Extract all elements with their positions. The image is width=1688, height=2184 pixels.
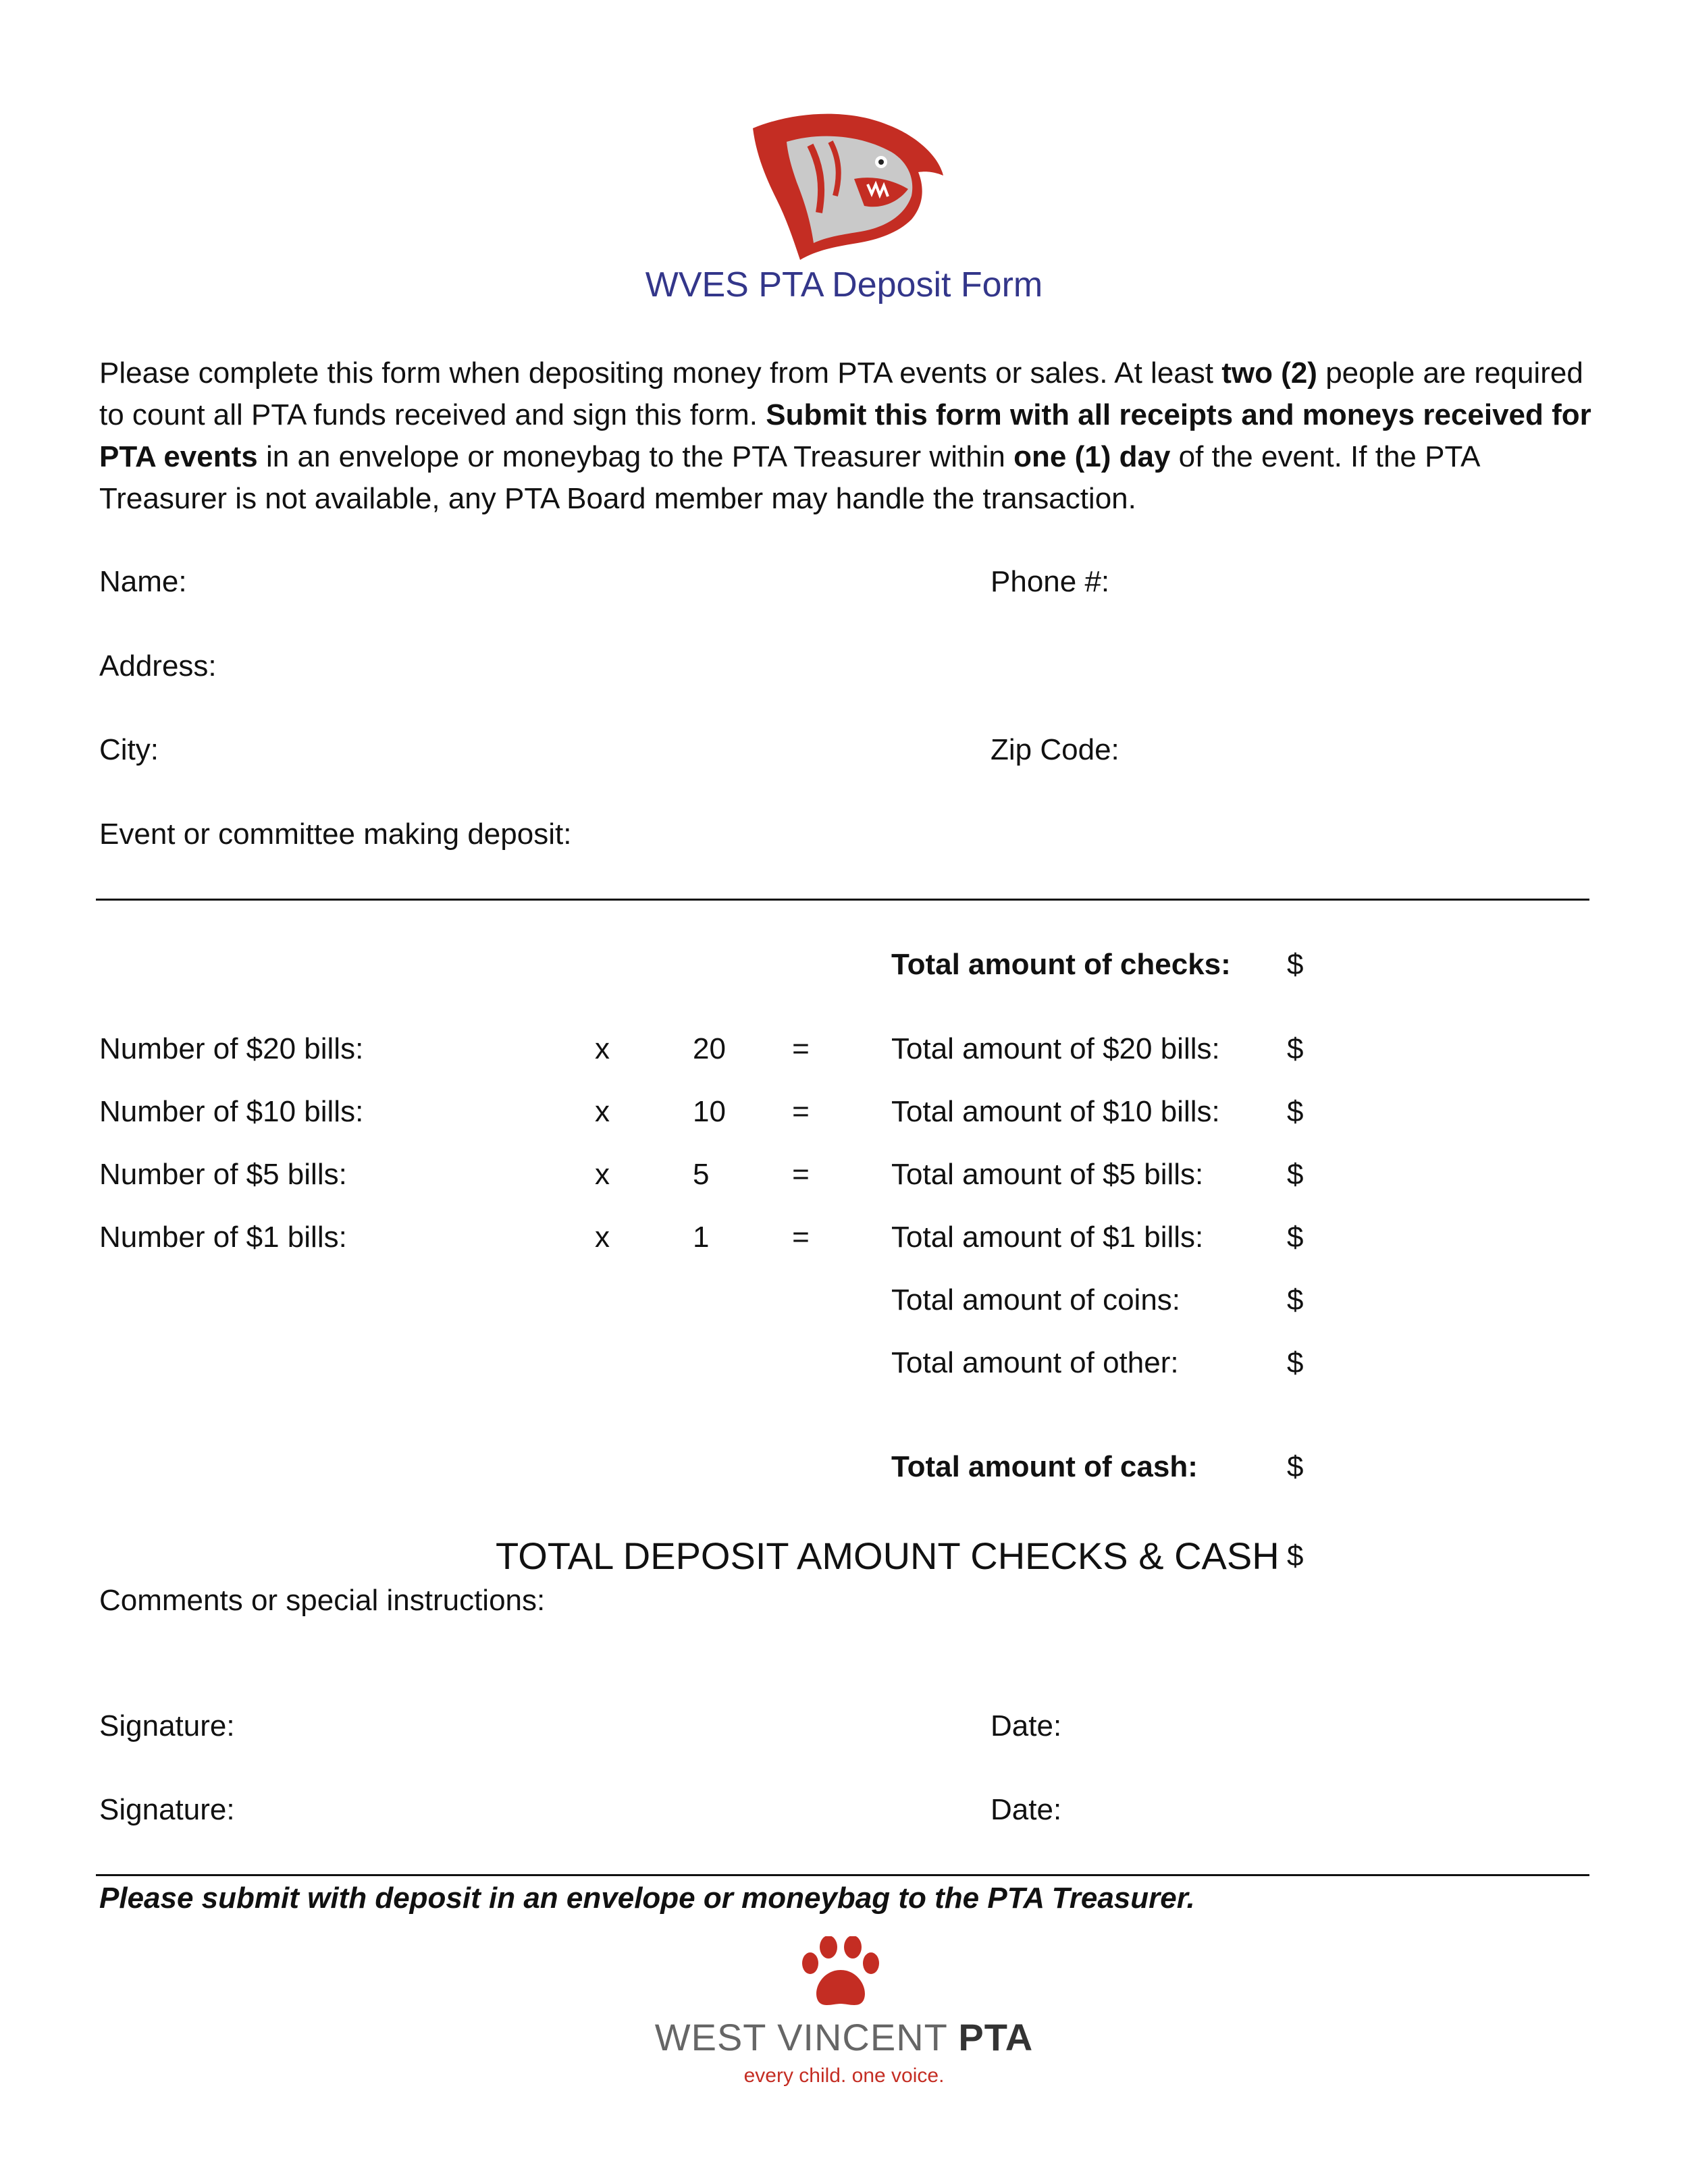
comments-field[interactable]: Comments or special instructions: [99, 1584, 546, 1617]
cash-total-field[interactable]: $ [1287, 1450, 1304, 1483]
grand-total-field[interactable]: $ [1287, 1539, 1304, 1572]
name-field[interactable]: Name: [99, 565, 187, 598]
brand-name-bold: PTA [958, 2016, 1034, 2058]
total-5-field[interactable]: $ [1287, 1158, 1304, 1191]
multiplier-10: 10 [693, 1095, 726, 1128]
equals-sign: = [792, 1095, 810, 1128]
times-sign: x [595, 1095, 610, 1128]
equals-sign: = [792, 1158, 810, 1191]
total-20-label: Total amount of $20 bills: [891, 1032, 1220, 1065]
total-10-label: Total amount of $10 bills: [891, 1095, 1220, 1128]
zip-field[interactable]: Zip Code: [991, 733, 1119, 766]
count-20-field[interactable]: Number of $20 bills: [99, 1032, 364, 1065]
phone-field[interactable]: Phone #: [991, 565, 1110, 598]
paw-print-icon [800, 1936, 881, 2010]
intro-text: Please complete this form when depositing money from PTA events or sales. At least [99, 356, 1222, 390]
checks-total-field[interactable]: $ [1287, 948, 1304, 981]
signature-field-2[interactable]: Signature: [99, 1793, 235, 1826]
intro-text: of the event. If the PTA Treasurer is not available, any PTA Board member may handle the transaction. [99, 440, 1479, 515]
event-field[interactable]: Event or committee making deposit: [99, 818, 572, 851]
multiplier-20: 20 [693, 1032, 726, 1065]
equals-sign: = [792, 1221, 810, 1254]
intro-paragraph [99, 352, 1612, 520]
brand-name [0, 2015, 1688, 2059]
submit-note: Please submit with deposit in an envelope or moneybag to the PTA Treasurer. [99, 1882, 1195, 1915]
intro-emphasis: two (2) [1221, 356, 1317, 390]
signature-field-1[interactable]: Signature: [99, 1709, 235, 1742]
total-20-field[interactable]: $ [1287, 1032, 1304, 1065]
page-title: WVES PTA Deposit Form [645, 265, 1043, 304]
other-total-field[interactable]: $ [1287, 1346, 1304, 1379]
brand-tagline: every child. one voice. [743, 2065, 945, 2087]
city-field[interactable]: City: [99, 733, 159, 766]
times-sign: x [595, 1221, 610, 1254]
date-field-1[interactable]: Date: [991, 1709, 1062, 1742]
brand-name-light: WEST VINCENT [654, 2016, 959, 2058]
times-sign: x [595, 1032, 610, 1065]
intro-emphasis: Submit this form with all receipts and moneys received for PTA events [99, 398, 1591, 473]
intro-text: in an envelope or moneybag to the PTA Treasurer within [257, 440, 1014, 473]
wildcat-mascot-icon [746, 105, 949, 260]
multiplier-1: 1 [693, 1221, 710, 1254]
cash-total-label: Total amount of cash: [891, 1450, 1198, 1483]
grand-total-label: TOTAL DEPOSIT AMOUNT CHECKS & CASH [496, 1535, 1280, 1577]
count-5-field[interactable]: Number of $5 bills: [99, 1158, 347, 1191]
equals-sign: = [792, 1032, 810, 1065]
total-10-field[interactable]: $ [1287, 1095, 1304, 1128]
footer-divider [96, 1874, 1589, 1876]
date-field-2[interactable]: Date: [991, 1793, 1062, 1826]
section-divider [96, 899, 1589, 901]
total-1-label: Total amount of $1 bills: [891, 1221, 1204, 1254]
count-10-field[interactable]: Number of $10 bills: [99, 1095, 364, 1128]
coins-total-field[interactable]: $ [1287, 1283, 1304, 1316]
other-total-label: Total amount of other: [891, 1346, 1179, 1379]
total-5-label: Total amount of $5 bills: [891, 1158, 1204, 1191]
intro-text: people are required to count all PTA funds received and sign this form. [99, 356, 1583, 431]
address-field[interactable]: Address: [99, 649, 217, 683]
coins-total-label: Total amount of coins: [891, 1283, 1181, 1316]
count-1-field[interactable]: Number of $1 bills: [99, 1221, 347, 1254]
checks-total-label: Total amount of checks: [891, 948, 1231, 981]
times-sign: x [595, 1158, 610, 1191]
multiplier-5: 5 [693, 1158, 710, 1191]
intro-emphasis: one (1) day [1013, 440, 1171, 473]
total-1-field[interactable]: $ [1287, 1221, 1304, 1254]
